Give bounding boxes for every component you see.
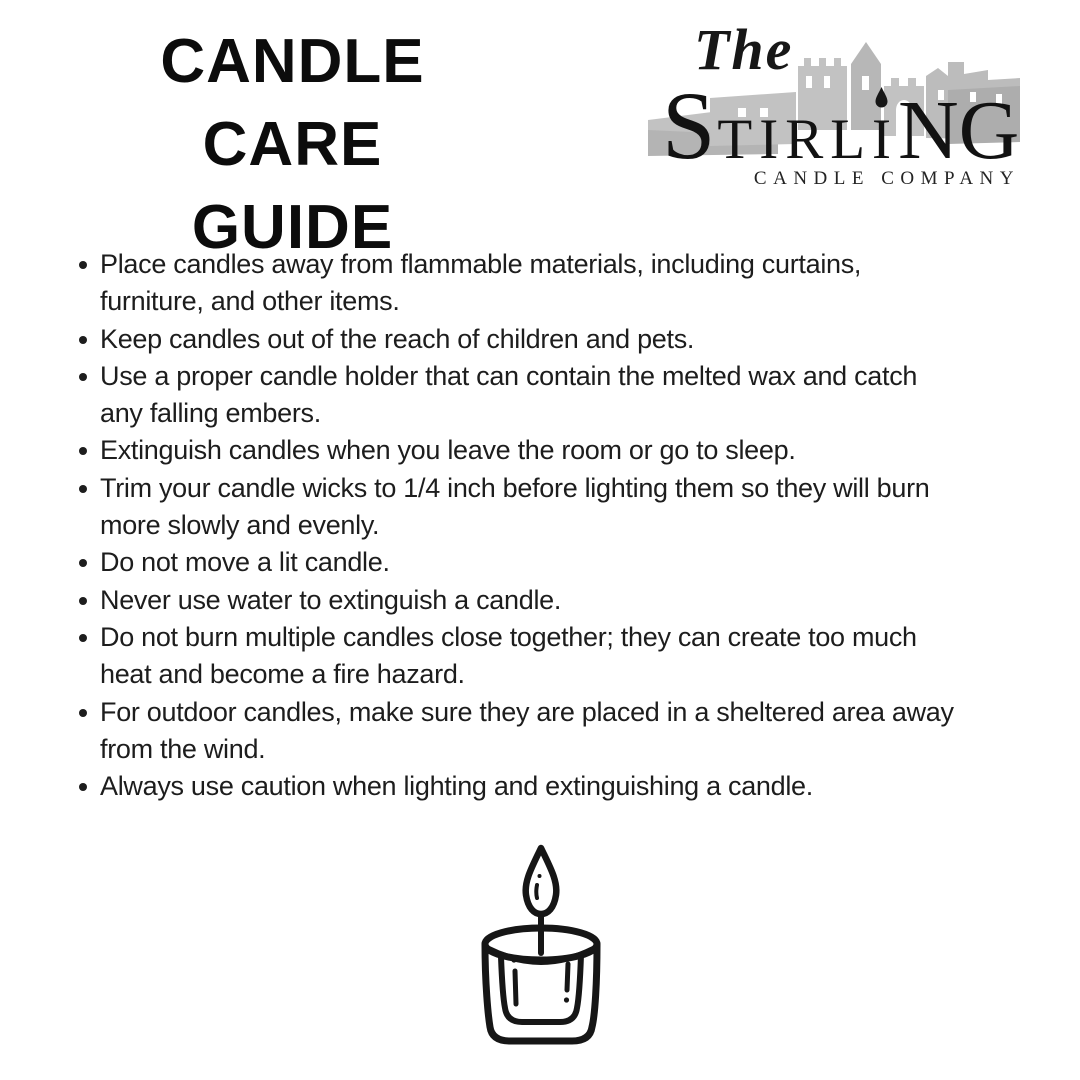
care-tip-7: Never use water to extinguish a candle. [68, 582, 1028, 619]
logo-letters-tirl: TIRL [717, 108, 873, 171]
logo-letter-s: S [662, 72, 718, 179]
page-title-line2: CARE GUIDE [191, 110, 394, 262]
page-title-line1: CANDLE [160, 27, 425, 96]
care-tip-4: Extinguish candles when you leave the room or go to sleep. [68, 432, 1028, 469]
care-tip-9: For outdoor candles, make sure they are placed in a sheltered area away from the wind. [68, 694, 1028, 769]
logo-prefix: The [694, 17, 794, 82]
care-tip-5: Trim your candle wicks to 1/4 inch before lighting them so they will burn more slowly and evenly. [68, 470, 1028, 545]
care-tip-1: Place candles away from flammable materials, including curtains, furniture, and other items. [68, 246, 1028, 321]
care-tip-2: Keep candles out of the reach of children and pets. [68, 321, 1028, 358]
care-tip-6: Do not move a lit candle. [68, 544, 1028, 581]
logo-letters-ng: NG [898, 84, 1020, 177]
care-tip-10: Always use caution when lighting and extinguishing a candle. [68, 768, 1028, 805]
logo-letter-i: I [872, 111, 898, 168]
brand-logo [648, 14, 1020, 204]
candle-jar-icon [476, 843, 606, 1051]
care-tip-3: Use a proper candle holder that can contain the melted wax and catch any falling embers. [68, 358, 1028, 433]
logo-subtitle: CANDLE COMPANY [753, 168, 1020, 189]
page-title [95, 20, 490, 269]
flame-icon [874, 87, 889, 109]
care-tip-8: Do not burn multiple candles close together; they can create too much heat and become a fire hazard. [68, 619, 1028, 694]
care-tips-list [68, 246, 1028, 805]
